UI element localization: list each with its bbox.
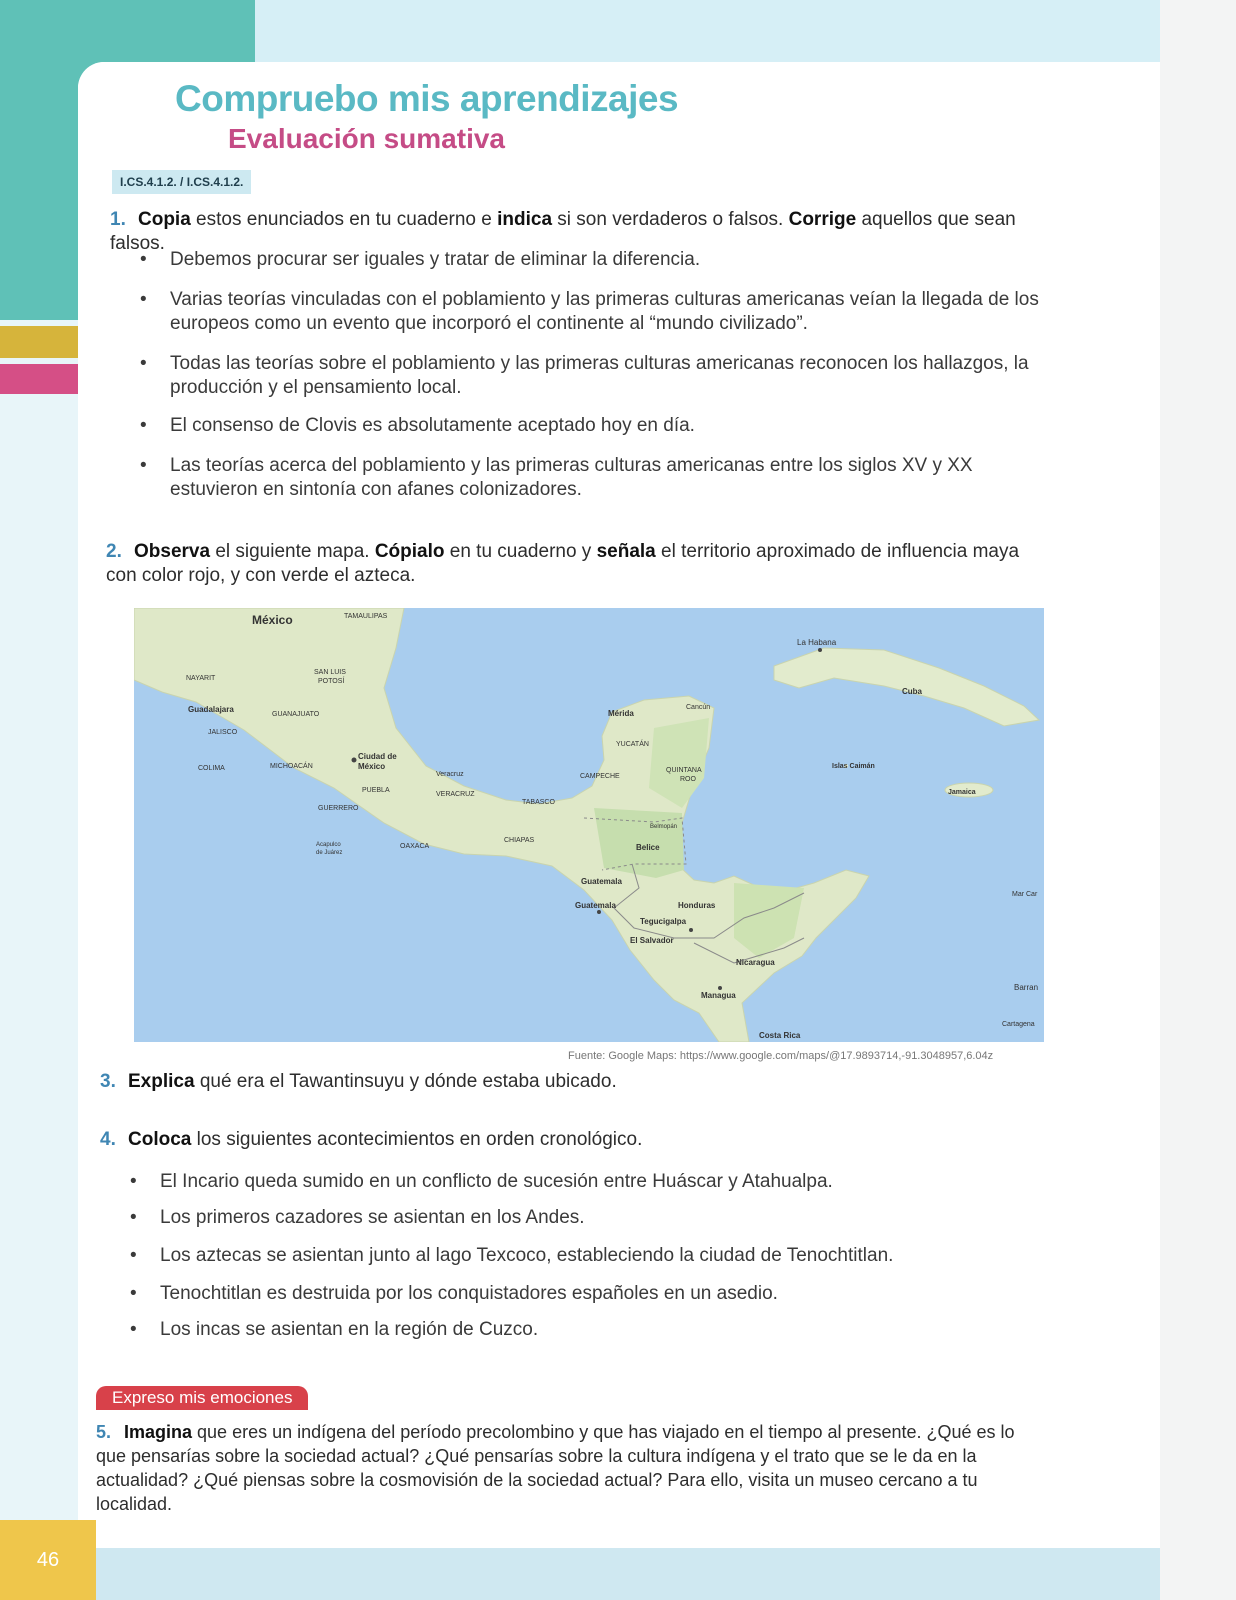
map-label-mar-caribe: Mar Car xyxy=(1012,891,1038,898)
question-text: los siguientes acontecimientos en orden cronológico. xyxy=(191,1129,643,1150)
map-label-costa-rica: Costa Rica xyxy=(759,1031,801,1040)
question-number: 2. xyxy=(106,541,122,562)
list-item xyxy=(140,454,1050,502)
question-5 xyxy=(96,1420,1040,1516)
question-text: que eres un indígena del período precolombino y que has viajado en el tiempo al presente. ¿Qué es lo que pensarías sobre la sociedad actual? ¿Qué pensarías sobre la cultura indígena y el trato que se le da en la actualidad? ¿Qué piensas sobre la cosmovisión de la sociedad actual? Para ello, visita un museo cercano a tu localidad. xyxy=(96,1422,1015,1514)
list-item-text: Todas las teorías sobre el poblamiento y las primeras culturas americanas reconocen los hallazgos, la producción y el pensamiento local. xyxy=(170,353,1029,398)
map-label-la-habana: La Habana xyxy=(797,638,837,647)
map-label-honduras: Honduras xyxy=(678,901,716,910)
map-label-islas-caiman: Islas Caimán xyxy=(832,763,875,770)
map-label-guadalajara: Guadalajara xyxy=(188,705,234,714)
question-verb: señala xyxy=(596,541,656,562)
list-item xyxy=(130,1244,1040,1268)
list-item-text: Las teorías acerca del poblamiento y las primeras culturas americanas entre los siglos XV y XX estuvieron en sintonía con afanes colonizadores. xyxy=(170,455,973,500)
bullet-icon: • xyxy=(130,1245,137,1266)
map-label-quintana-roo-1: QUINTANA xyxy=(666,767,702,774)
map-label-jalisco: JALISCO xyxy=(208,729,238,736)
list-item xyxy=(140,352,1050,400)
map-label-acapulco-1: Acapulco xyxy=(316,842,341,848)
map-graphic xyxy=(134,608,1044,1042)
question-text: si son verdaderos o falsos. xyxy=(552,209,789,230)
list-item xyxy=(130,1318,1040,1342)
list-item xyxy=(140,248,1050,272)
map-label-barran: Barran xyxy=(1014,983,1039,992)
list-item-text: Los primeros cazadores se asientan en los Andes. xyxy=(160,1207,585,1228)
question-number: 1. xyxy=(110,209,126,230)
map-label-oaxaca: OAXACA xyxy=(400,843,430,850)
list-item-text: El Incario queda sumido en un conflicto de sucesión entre Huáscar y Atahualpa. xyxy=(160,1171,833,1192)
bullet-icon: • xyxy=(130,1171,137,1192)
map-label-chiapas: CHIAPAS xyxy=(504,837,535,844)
map-label-belice: Belice xyxy=(636,843,660,852)
map-label-campeche: CAMPECHE xyxy=(580,773,620,780)
map-label-veracruz: VERACRUZ xyxy=(436,791,475,798)
map-label-guatemala: Guatemala xyxy=(581,877,622,886)
list-item xyxy=(140,288,1050,336)
list-item-text: Debemos procurar ser iguales y tratar de eliminar la diferencia. xyxy=(170,249,701,270)
map-label-jamaica: Jamaica xyxy=(948,789,976,796)
list-item xyxy=(130,1206,1040,1230)
list-item-text: Los incas se asientan en la región de Cuzco. xyxy=(160,1319,539,1340)
map-label-puebla: PUEBLA xyxy=(362,787,390,794)
list-item-text: El consenso de Clovis es absolutamente aceptado hoy en día. xyxy=(170,415,695,436)
question-4 xyxy=(100,1128,1050,1152)
page-subtitle: Evaluación sumativa xyxy=(228,123,506,154)
page-title: Compruebo mis aprendizajes xyxy=(175,78,679,119)
bullet-icon: • xyxy=(130,1319,137,1340)
list-item xyxy=(130,1170,1040,1194)
map-label-ciudad-mexico-2: México xyxy=(358,762,386,771)
map-label-mexico: México xyxy=(252,613,293,627)
map-label-michoacan: MICHOACÁN xyxy=(270,763,313,770)
bullet-icon: • xyxy=(140,249,147,270)
map-label-cuba: Cuba xyxy=(902,687,922,696)
question-verb: indica xyxy=(497,209,553,230)
question-number: 5. xyxy=(96,1422,112,1442)
map-label-guatemala-city: Guatemala xyxy=(575,901,616,910)
bullet-icon: • xyxy=(140,289,147,310)
question-text: estos enunciados en tu cuaderno e xyxy=(190,209,498,230)
map-label-potosi: POTOSÍ xyxy=(318,678,345,685)
question-verb: Corrige xyxy=(788,209,857,230)
map-label-nayarit: NAYARIT xyxy=(186,675,216,682)
map-label-guanajuato: GUANAJUATO xyxy=(272,711,320,718)
map-label-managua: Managua xyxy=(701,991,736,1000)
bullet-icon: • xyxy=(140,415,147,436)
question-verb: Explica xyxy=(128,1071,195,1092)
map-label-ciudad-mexico-1: Ciudad de xyxy=(358,752,397,761)
map-label-tamaulipas: TAMAULIPAS xyxy=(344,613,388,620)
question-text: aquellos que sean falsos. xyxy=(110,209,1016,254)
list-item-text: Tenochtitlan es destruida por los conquistadores españoles en un asedio. xyxy=(160,1283,778,1304)
magenta-decor-strip xyxy=(0,364,78,394)
question-verb: Coloca xyxy=(128,1129,192,1150)
central-america-map xyxy=(134,608,1044,1042)
bullet-icon: • xyxy=(130,1283,137,1304)
question-verb: Imagina xyxy=(124,1422,193,1442)
map-label-merida: Mérida xyxy=(608,709,634,718)
page-number: 46 xyxy=(0,1520,96,1600)
criteria-code: I.CS.4.1.2. / I.CS.4.1.2. xyxy=(112,170,251,194)
map-source: Fuente: Google Maps: https://www.google.com/maps/@17.9893714,-91.3048957,6.04z xyxy=(568,1050,994,1062)
question-2 xyxy=(106,540,1052,588)
map-label-guerrero: GUERRERO xyxy=(318,805,359,812)
question-number: 3. xyxy=(100,1071,116,1092)
map-label-cancun: Cancún xyxy=(686,704,711,711)
map-label-el-salvador: El Salvador xyxy=(630,936,674,945)
map-label-yucatan: YUCATÁN xyxy=(616,741,649,748)
map-label-nicaragua: Nicaragua xyxy=(736,958,775,967)
bullet-icon: • xyxy=(140,455,147,476)
bottom-decor-band xyxy=(0,1548,1160,1600)
map-label-belmopan: Belmopán xyxy=(650,824,678,830)
map-label-acapulco-2: de Juárez xyxy=(316,850,343,856)
map-label-tabasco: TABASCO xyxy=(522,799,555,806)
section-badge: Expreso mis emociones xyxy=(96,1386,308,1410)
question-verb: Observa xyxy=(134,541,211,562)
list-item xyxy=(140,414,1050,438)
map-label-quintana-roo-2: ROO xyxy=(680,776,696,783)
question-text: el siguiente mapa. xyxy=(210,541,375,562)
question-3 xyxy=(100,1070,1050,1094)
question-verb: Cópialo xyxy=(374,541,445,562)
question-number: 4. xyxy=(100,1129,116,1150)
question-verb: Copia xyxy=(138,209,191,230)
question-text: en tu cuaderno y xyxy=(444,541,597,562)
map-label-sanluis: SAN LUIS xyxy=(314,669,346,676)
question-text: el territorio aproximado de influencia maya con color rojo, y con verde el azteca. xyxy=(106,541,1020,586)
list-item xyxy=(130,1282,1040,1306)
map-label-cartagena: Cartagena xyxy=(1002,1021,1035,1028)
map-label-veracruz-city: Veracruz xyxy=(436,771,464,778)
list-item-text: Los aztecas se asientan junto al lago Texcoco, estableciendo la ciudad de Tenochtitlan. xyxy=(160,1245,894,1266)
question-text: qué era el Tawantinsuyu y dónde estaba ubicado. xyxy=(194,1071,617,1092)
list-item-text: Varias teorías vinculadas con el poblamiento y las primeras culturas americanas veían la llegada de los europeos como un evento que incorporó el continente al “mundo civilizado”. xyxy=(170,289,1039,334)
map-label-colima: COLIMA xyxy=(198,765,225,772)
right-margin xyxy=(1160,0,1236,1600)
bullet-icon: • xyxy=(140,353,147,374)
bullet-icon: • xyxy=(130,1207,137,1228)
mustard-decor-strip xyxy=(0,326,78,358)
map-label-tegucigalpa: Tegucigalpa xyxy=(640,917,687,926)
